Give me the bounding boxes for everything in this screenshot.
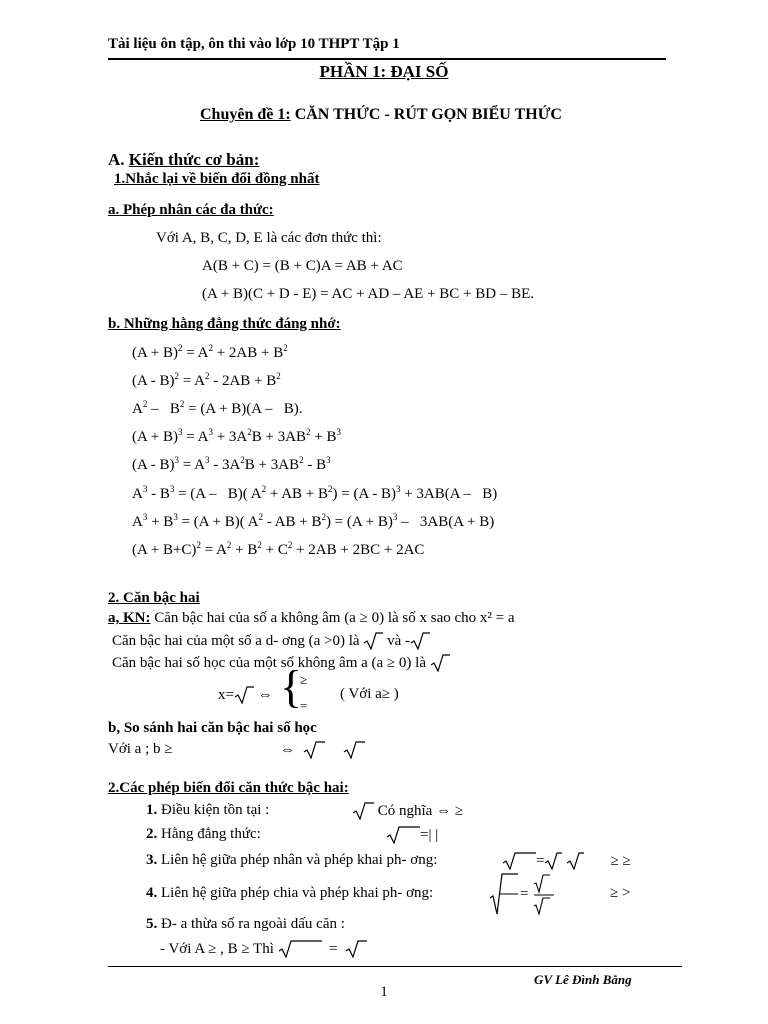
- header-rule: [108, 58, 666, 60]
- rule-4-text: Liên hệ giữa phép chia và phép khai ph- ơng:: [157, 885, 434, 901]
- definition-text: Căn bậc hai của số a không âm (a ≥ 0) là số x sao cho x² = a: [150, 610, 515, 626]
- rule-3-text: Liên hệ giữa phép nhân và phép khai ph- ơng:: [157, 852, 438, 868]
- sqrt-symbol: [386, 826, 420, 842]
- rule-5-text: Đ- a thừa số ra ngoài dấu căn :: [157, 916, 345, 932]
- identity-4: $(A + B)^3 = A^3 + 3A^2B + 3AB^2 + B^3$: [132, 427, 342, 445]
- svg-text:=: =: [520, 886, 529, 902]
- rule-1-tail: Có nghĩa ⇔ ≥: [377, 803, 464, 819]
- rule-1-number: 1.: [146, 802, 158, 818]
- sqrt-symbol: [278, 940, 322, 956]
- definition-line: [108, 610, 515, 627]
- rule-3-number: 3.: [146, 852, 158, 868]
- arithmetic-root-text: Căn bậc hai số học của một số không âm a (a ≥ 0) là: [112, 655, 430, 671]
- sqrt-symbol: [544, 852, 562, 868]
- compare-line: Với a ; b ≥: [108, 741, 173, 757]
- left-brace: {: [280, 661, 303, 712]
- rule-2-tail: =| |: [420, 827, 439, 843]
- identity-3: $A^2 - B^2 = (A + B)(A - B)$.: [132, 399, 303, 417]
- rule-5-number: 5.: [146, 916, 158, 932]
- section-3-heading: 2.Các phép biến đổi căn thức bậc hai:: [108, 780, 349, 796]
- rule-1: [146, 802, 269, 819]
- identity-2: $(A - B)^2 = A^2 - 2AB + B^2$: [132, 371, 281, 389]
- rule-4-number: 4.: [146, 885, 158, 901]
- sqrt-symbol: [410, 632, 430, 648]
- sqrt-symbol: [303, 741, 325, 757]
- rule-4-tail: ≥ >: [610, 885, 631, 901]
- rule-5: [146, 916, 345, 933]
- subsection-1b-heading: b. Những hằng đẳng thức đáng nhớ:: [108, 316, 341, 332]
- iff-symbol: ⇔: [253, 687, 273, 703]
- section-2-heading: 2. Căn bậc hai: [108, 590, 200, 606]
- page-header: Tài liệu ôn tập, ôn thi vào lớp 10 THPT Tập 1: [108, 36, 400, 52]
- topic-text: CĂN THỨC - RÚT GỌN BIỂU THỨC: [290, 106, 562, 123]
- mult-formula-2: (A + B)(C + D - E) = AC + AD – AE + BC + BD – BE.: [202, 286, 535, 302]
- positive-root-line: [112, 632, 430, 650]
- rule-2-formula: [386, 826, 438, 844]
- rule-2-text: Hằng đẳng thức:: [157, 826, 261, 842]
- footer-author: GV Lê Đình Bằng: [534, 972, 632, 987]
- rule-4-formula: [488, 872, 568, 921]
- identity-8: $(A + B+C)^2 = A^2 + B^2 + C^2 + 2AB + 2BC + 2AC$: [132, 540, 425, 558]
- fraction-sqrt-graphic: [488, 872, 568, 916]
- system-condition: ( Với a≥ ): [340, 686, 399, 702]
- subsection-1-heading: 1.Nhắc lại về biến đổi đồng nhất: [114, 171, 320, 187]
- positive-root-text: Căn bậc hai của một số a d- ơng (a >0) là: [112, 633, 364, 649]
- sqrt-symbol: [566, 852, 584, 868]
- rule-3: [146, 852, 437, 869]
- rule-4: [146, 885, 433, 902]
- page-number: 1: [380, 984, 388, 1000]
- section-a-heading: [108, 150, 259, 170]
- rule-1-text: Điều kiện tồn tại :: [157, 802, 270, 818]
- footer-rule: [108, 966, 682, 967]
- identity-7: $A^3 + B^3 = (A + B)$( $A^2$ - AB + $B^2) = (A + B)^3 - 3AB(A + B)$: [132, 512, 495, 530]
- sqrt-symbol: [502, 852, 536, 868]
- compare-formula: [280, 741, 365, 759]
- equals-sign: =: [329, 941, 338, 957]
- mult-formula-1: A(B + C) = (B + C)A = AB + AC: [202, 258, 403, 274]
- rule-5-condition: [160, 940, 367, 958]
- equation-left: x=: [218, 687, 234, 703]
- rule-1-formula: [352, 802, 463, 820]
- sqrt-symbol: [345, 940, 367, 956]
- sqrt-symbol: [343, 741, 365, 757]
- topic-title: [200, 106, 562, 124]
- sqrt-equation: [218, 686, 273, 704]
- sqrt-symbol: [363, 632, 383, 648]
- negative-root-text: và -: [383, 633, 410, 649]
- system-bottom: =: [300, 698, 308, 713]
- subsection-1a-heading: a. Phép nhân các đa thức:: [108, 202, 274, 218]
- rule-2-number: 2.: [146, 826, 158, 842]
- system-top: ≥: [300, 672, 308, 687]
- sqrt-symbol: [234, 686, 254, 702]
- section-a-title: Kiến thức cơ bản:: [128, 150, 260, 169]
- rule-5-condition-text: - Với A ≥ , B ≥ Thì: [160, 941, 274, 957]
- topic-label: Chuyên đề 1:: [200, 106, 291, 123]
- identity-6: $A^3 - B^3 = (A - B)$( $A^2$ + AB + $B^2) = (A - B)^3 + 3AB(A - B)$: [132, 484, 498, 502]
- definition-label: a, KN:: [108, 610, 151, 626]
- identity-1: $(A + B)^2 = A^2 + 2AB + B^2$: [132, 343, 288, 361]
- sqrt-symbol: [352, 802, 374, 818]
- monomials-text: Với A, B, C, D, E là các đơn thức thì:: [156, 230, 382, 246]
- rule-3-tail: ≥ ≥: [610, 853, 631, 869]
- part-title: PHẦN 1: ĐẠI SỐ: [319, 62, 449, 81]
- sqrt-symbol: [430, 654, 450, 670]
- section-2b-heading: b, So sánh hai căn bậc hai số học: [108, 720, 317, 736]
- identity-5: $(A - B)^3 = A^3 - 3A^2B + 3AB^2 - B^3$: [132, 455, 331, 473]
- rule-3-formula: = ≥ ≥: [502, 852, 631, 870]
- section-a-prefix: A.: [108, 150, 129, 169]
- iff-symbol: ⇔: [280, 742, 295, 758]
- rule-2: [146, 826, 261, 843]
